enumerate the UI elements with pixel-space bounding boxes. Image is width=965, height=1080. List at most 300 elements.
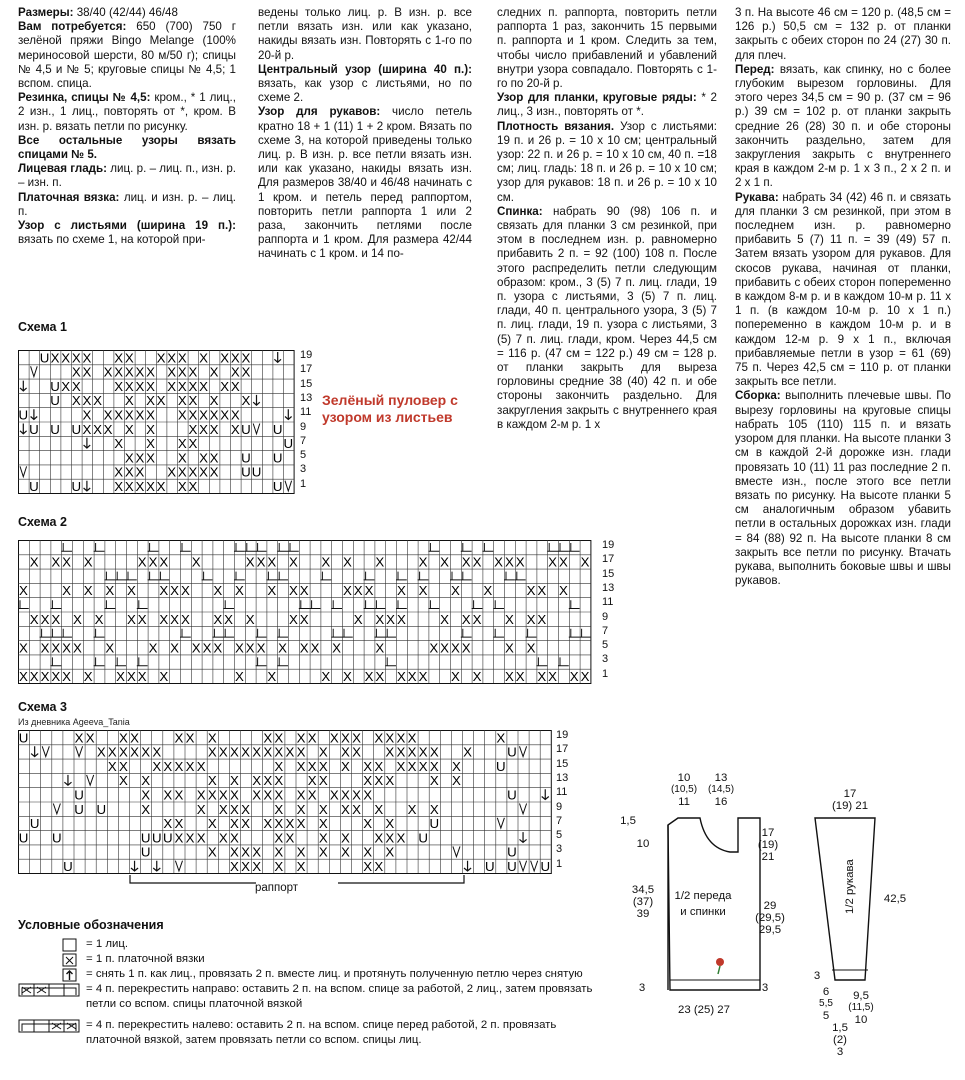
- chart-cell-symbol: X: [103, 407, 113, 423]
- chart-cell-symbol: X: [526, 611, 536, 627]
- chart-cell-symbol: X: [209, 421, 219, 437]
- row-number: 11: [602, 596, 614, 609]
- chart-cell-symbol: X: [461, 554, 471, 570]
- row-number: 7: [556, 814, 563, 827]
- chart-cell-symbol: X: [94, 611, 104, 627]
- paragraph-heading: Вам потребуется:: [18, 20, 127, 34]
- chart-cell-symbol: X: [152, 758, 162, 774]
- pattern-title: Зелёный пуловер с узором из листьев: [322, 392, 458, 425]
- paragraph: [497, 205, 717, 432]
- chart-cell-symbol: X: [167, 464, 177, 480]
- chart-cell-symbol: U: [140, 830, 151, 846]
- text-column-2: [258, 6, 472, 262]
- chart-cell-symbol: X: [407, 801, 417, 817]
- chart-cell-symbol: X: [342, 669, 352, 684]
- chart-cell-symbol: U: [96, 801, 107, 817]
- chart-cell-symbol: X: [124, 393, 134, 409]
- chart-cell-symbol: X: [116, 669, 126, 684]
- paragraph: [18, 6, 236, 20]
- chart-cell-symbol: X: [82, 364, 92, 380]
- chart-cell-symbol: X: [274, 744, 284, 760]
- paragraph-text: лиц. р. – лиц. п., изн. р. – изн. п.: [18, 162, 236, 190]
- chart-cell-symbol: X: [558, 554, 568, 570]
- paragraph: [18, 191, 236, 219]
- chart-cell-symbol: U: [50, 378, 60, 394]
- chart-cell-symbol: X: [374, 830, 384, 846]
- chart-cell-symbol: X: [82, 393, 92, 409]
- chart-cell-symbol: X: [274, 758, 284, 774]
- chart-cell-symbol: X: [515, 554, 525, 570]
- paragraph-text: ведены только лиц. р. В изн. р. все петли вязать изн. или как указано, накиды вязать изн. Повторять с 1-го по 20-й р.: [258, 6, 472, 62]
- chart-cell-symbol: X: [163, 787, 173, 803]
- chart-cell-symbol: X: [440, 554, 450, 570]
- chart-cell-symbol: X: [167, 364, 177, 380]
- chart-cell-symbol: X: [156, 350, 166, 366]
- chart-cell-symbol: X: [50, 350, 60, 366]
- chart-cell-symbol: X: [177, 436, 187, 452]
- row-number: 5: [300, 449, 307, 462]
- chart-cell-symbol: X: [329, 787, 339, 803]
- chart-cell-symbol: X: [124, 464, 134, 480]
- chart-cell-symbol: X: [241, 816, 250, 832]
- chart-cell-symbol: X: [396, 669, 406, 684]
- paragraph-heading: Плотность вязания.: [497, 119, 615, 133]
- chart-cell-symbol: X: [114, 364, 124, 380]
- chart-cell-symbol: X: [137, 554, 147, 570]
- row-number: 13: [300, 391, 313, 404]
- chart-cell-symbol: X: [105, 640, 115, 656]
- chart-cell-symbol: X: [103, 421, 113, 437]
- chart-cell-symbol: X: [207, 787, 217, 803]
- chart-cell-symbol: X: [159, 583, 169, 599]
- schema2-chart: [18, 540, 610, 685]
- chart-cell-symbol: X: [342, 583, 352, 599]
- chart-cell-symbol: X: [396, 730, 406, 746]
- chart-cell-symbol: X: [135, 407, 145, 423]
- paragraph-text: * 2 лиц., 3 изн., повторять от *.: [497, 91, 718, 119]
- schema2-label: Схема 2: [18, 515, 67, 529]
- paragraph: [18, 20, 236, 91]
- chart-cell-symbol: U: [241, 421, 251, 437]
- row-number: 3: [556, 843, 563, 856]
- chart-cell-symbol: X: [332, 640, 342, 656]
- paragraph-heading: Спинка:: [497, 204, 543, 218]
- chart-cell-symbol: X: [180, 611, 190, 627]
- chart-cell-symbol: X: [83, 669, 93, 684]
- chart-cell-symbol: X: [230, 350, 240, 366]
- chart-cell-symbol: X: [296, 730, 306, 746]
- chart-cell-symbol: U: [251, 464, 262, 480]
- chart-cell-symbol: X: [196, 801, 206, 817]
- paragraph-text: 650 (700) 750 г зелёной пряжи Bingo Melange (100% мериносовой шерсти, 80 м/50 г); спицы № 4,5 и № 5; круговые спицы № 4,5; 1 вспом. спица.: [18, 20, 236, 91]
- chart-cell-symbol: X: [341, 758, 350, 774]
- chart-cell-symbol: X: [126, 583, 136, 599]
- chart-cell-symbol: X: [285, 816, 295, 832]
- chart-cell-symbol: X: [263, 730, 273, 746]
- chart-cell-symbol: X: [548, 669, 558, 684]
- paragraph-text: следних п. раппорта, повторить петли раппорта 1 раз, закончить 15 первыми п. раппорта и 1 кром. Следить за тем, чтобы число прибавлений и убавлений внутри узора совпадало. Повторять с 1-го по 20-й р.: [497, 6, 717, 91]
- chart-cell-symbol: X: [363, 844, 373, 860]
- legend-item: = 4 п. перекрестить направо: оставить 2 п. на вспом. спице за работой, 2 лиц., затем провязать петли со вспом. спицы платочной вязкой: [18, 982, 608, 1012]
- chart-cell-symbol: X: [407, 744, 417, 760]
- chart-cell-symbol: X: [318, 801, 328, 817]
- chart-cell-symbol: X: [114, 350, 124, 366]
- chart-cell-symbol: X: [318, 744, 328, 760]
- chart-cell-symbol: U: [50, 421, 60, 437]
- chart-cell-symbol: X: [93, 421, 102, 437]
- chart-cell-symbol: X: [62, 583, 72, 599]
- chart-cell-symbol: X: [191, 640, 201, 656]
- chart-cell-symbol: X: [386, 611, 396, 627]
- chart-cell-symbol: X: [452, 758, 461, 774]
- paragraph: [497, 6, 717, 91]
- chart-cell-symbol: X: [167, 378, 177, 394]
- chart-cell-symbol: X: [241, 393, 251, 409]
- chart-cell-symbol: X: [407, 669, 417, 684]
- chart-cell-symbol: X: [199, 421, 208, 437]
- chart-cell-symbol: X: [299, 583, 309, 599]
- chart-cell-symbol: X: [288, 554, 298, 570]
- chart-cell-symbol: U: [71, 421, 82, 437]
- chart-cell-symbol: X: [159, 611, 169, 627]
- paragraph-text: вязать, как узор с листьями, но по схеме 2.: [258, 77, 472, 105]
- chart-cell-symbol: X: [494, 554, 504, 570]
- chart-cell-symbol: X: [374, 801, 384, 817]
- chart-cell-symbol: X: [137, 669, 147, 684]
- paragraph: [497, 120, 717, 205]
- chart-cell-symbol: X: [202, 640, 212, 656]
- chart-cell-symbol: X: [234, 583, 244, 599]
- chart-cell-symbol: X: [220, 350, 230, 366]
- chart-cell-symbol: X: [341, 844, 350, 860]
- chart-cell-symbol: X: [152, 744, 162, 760]
- chart-cell-symbol: X: [177, 464, 187, 480]
- chart-cell-symbol: U: [52, 830, 62, 846]
- chart-cell-symbol: X: [135, 364, 145, 380]
- rapport-label: раппорт: [255, 882, 299, 894]
- row-number: 15: [602, 567, 615, 580]
- chart-cell-symbol: X: [318, 758, 328, 774]
- paragraph-heading: Узор для рукавов:: [258, 105, 381, 119]
- chart-cell-symbol: X: [363, 816, 373, 832]
- chart-cell-symbol: X: [429, 744, 439, 760]
- paragraph-text: 38/40 (42/44) 46/48: [73, 6, 178, 19]
- chart-cell-symbol: X: [429, 640, 439, 656]
- chart-cell-symbol: X: [148, 640, 158, 656]
- chart-cell-symbol: X: [241, 859, 250, 874]
- chart-cell-symbol: X: [418, 744, 428, 760]
- paragraph: [258, 105, 472, 261]
- chart-cell-symbol: X: [218, 801, 228, 817]
- decrease-symbol-icon: [62, 968, 78, 982]
- chart-cell-symbol: X: [452, 773, 461, 789]
- chart-cell-symbol: X: [429, 758, 439, 774]
- chart-cell-symbol: X: [230, 830, 239, 846]
- rose-icon: [716, 958, 724, 966]
- dim-neck-front: 1,5: [620, 815, 636, 827]
- row-number: 9: [300, 420, 307, 433]
- chart-cell-symbol: X: [252, 744, 262, 760]
- chart-cell-symbol: X: [177, 350, 187, 366]
- chart-cell-symbol: X: [374, 773, 384, 789]
- chart-cell-symbol: X: [418, 669, 428, 684]
- chart-cell-symbol: X: [72, 611, 82, 627]
- paragraph-text: набрать 34 (42) 46 п. и связать для планки 3 см резинкой, при этом в последнем изн. р. равномерно прибавить 5 (7) 11 п. = 39 (49) 57 п. Затем вязать узором для рукавов. Для скосов рукава, начиная от планки, прибавить с обеих сторон попеременно в каждом 8-м р. и в каждом 10-м р. 11 х 1 п. (в каждом 10-м р. 10 х 1 п.) попеременно в каждом 10-м р. и в каждом 12-м р. 9 х 1 п., включая прибавляемые петли в узор = 61 (69) 75 п. Через 42,5 см = 110 р. от планки закрыть все петли.: [735, 190, 951, 389]
- chart-cell-symbol: X: [483, 583, 493, 599]
- dim-band-right: 3: [761, 982, 769, 994]
- chart-cell-symbol: X: [274, 859, 284, 874]
- chart-cell-symbol: X: [207, 730, 217, 746]
- chart-cell-symbol: X: [396, 583, 406, 599]
- chart-cell-symbol: U: [429, 816, 440, 832]
- chart-cell-symbol: X: [130, 744, 139, 760]
- dim-sleeve-b1: 6 5,5 5: [819, 986, 833, 1022]
- chart-cell-symbol: X: [526, 583, 536, 599]
- chart-cell-symbol: X: [126, 669, 136, 684]
- chart-cell-symbol: X: [463, 744, 472, 760]
- chart-cell-symbol: X: [341, 801, 350, 817]
- chart-cell-symbol: U: [507, 859, 517, 874]
- chart-cell-symbol: U: [63, 859, 73, 874]
- dim-body-width: 23 (25) 27: [678, 1004, 730, 1016]
- chart-cell-symbol: X: [124, 479, 134, 494]
- chart-cell-symbol: X: [51, 611, 61, 627]
- chart-cell-symbol: X: [341, 730, 350, 746]
- chart-cell-symbol: X: [191, 554, 201, 570]
- chart-cell-symbol: X: [196, 758, 206, 774]
- chart-cell-symbol: X: [185, 830, 195, 846]
- chart-cell-symbol: X: [170, 611, 180, 627]
- chart-cell-symbol: U: [71, 479, 82, 494]
- chart-cell-symbol: X: [74, 730, 84, 746]
- row-number: 19: [602, 539, 615, 551]
- chart-cell-symbol: U: [29, 816, 40, 832]
- chart-cell-symbol: X: [263, 773, 273, 789]
- chart-cell-symbol: X: [504, 554, 514, 570]
- chart-cell-symbol: X: [263, 816, 273, 832]
- chart-cell-symbol: U: [140, 844, 151, 860]
- paragraph: [735, 191, 951, 390]
- dim-body-length: 34,5 (37) 39: [631, 884, 655, 920]
- chart-cell-symbol: X: [241, 364, 251, 380]
- chart-cell-symbol: X: [374, 730, 384, 746]
- paragraph-text: выполнить плечевые швы. По вырезу горловины на круговые спицы набрать 105 (110) 115 п. и вязать узором для планки. На высоте планки 3 см в каждой 2-й дорожке изн. глади провязать 10 (11) 11 раз последние 2 п. вместе изн., после этого все петли вязать по рисунку. На высоте планки 5 см аналогичным образом убавить петли в остальных дорожках изн. глади = 84 (88) 92 п. На высоте планки 8 см закрыть все петли по рисунку. Втачать рукава, выполнить боковые швы и швы рукавов.: [735, 389, 951, 588]
- dim-armhole: 17 (19) 21: [757, 827, 779, 863]
- chart-cell-symbol: X: [230, 844, 239, 860]
- chart-cell-symbol: X: [199, 450, 208, 466]
- row-number: 5: [556, 829, 563, 842]
- chart-cell-symbol: X: [29, 669, 39, 684]
- chart-cell-symbol: X: [62, 554, 72, 570]
- chart-cell-symbol: X: [230, 407, 240, 423]
- chart-cell-symbol: X: [318, 844, 328, 860]
- paragraph: [258, 63, 472, 106]
- chart-cell-symbol: X: [207, 844, 217, 860]
- chart-cell-symbol: X: [230, 744, 239, 760]
- chart-cell-symbol: X: [177, 364, 187, 380]
- chart-cell-symbol: U: [50, 393, 60, 409]
- row-number: 3: [602, 653, 609, 666]
- chart-cell-symbol: X: [177, 393, 187, 409]
- chart-cell-symbol: X: [213, 583, 223, 599]
- chart-cell-symbol: X: [569, 669, 579, 684]
- chart-cell-symbol: X: [71, 364, 81, 380]
- paragraph-heading: Все остальные узоры вязать спицами № 5.: [18, 133, 236, 162]
- chart-cell-symbol: X: [307, 773, 317, 789]
- chart-cell-symbol: X: [548, 554, 558, 570]
- chart-cell-symbol: X: [170, 583, 180, 599]
- chart-cell-symbol: X: [188, 364, 198, 380]
- chart-cell-symbol: U: [163, 830, 173, 846]
- chart-cell-symbol: X: [40, 640, 50, 656]
- chart-cell-symbol: X: [124, 407, 134, 423]
- chart-cell-symbol: X: [321, 669, 331, 684]
- chart-cell-symbol: X: [429, 773, 439, 789]
- chart-cell-symbol: X: [342, 554, 352, 570]
- legend-item: = 4 п. перекрестить налево: оставить 2 п. на вспом. спице перед работой, 2 п. провязать платочной вязкой, затем провязать петли со вспом. спицы лиц.: [18, 1018, 608, 1048]
- chart-cell-symbol: X: [62, 669, 72, 684]
- chart-cell-symbol: X: [341, 744, 350, 760]
- chart-cell-symbol: X: [82, 350, 92, 366]
- paragraph-text: кром., * 1 лиц., 2 изн., 1 лиц., повторять от *, кром. В изн. р. вязать петли по рисунку.: [18, 91, 236, 133]
- chart-cell-symbol: X: [429, 801, 439, 817]
- legend-item: = 1 лиц.: [18, 937, 608, 952]
- chart-cell-symbol: X: [396, 830, 406, 846]
- chart-cell-symbol: U: [272, 421, 283, 437]
- chart-cell-symbol: X: [375, 669, 385, 684]
- chart-cell-symbol: X: [107, 744, 117, 760]
- row-number: 1: [300, 477, 307, 490]
- paragraph-text: Узор с листьями: 19 п. и 26 р. = 10 х 10 см; центральный узор: 22 п. и 26 р. = 10 х 10 см, 40 п. =18 см; лиц. гладь: 18 п. и 26 р. = 10 х 10 см; узор для рукавов: 18 п. и 26 р. = 10 х 10 см.: [497, 119, 717, 204]
- chart-cell-symbol: X: [83, 554, 93, 570]
- chart-cell-symbol: X: [288, 583, 298, 599]
- chart-cell-symbol: X: [146, 450, 155, 466]
- chart-cell-symbol: X: [310, 640, 320, 656]
- schema1-label: Схема 1: [18, 320, 67, 334]
- chart-cell-symbol: X: [159, 669, 169, 684]
- chart-cell-symbol: X: [230, 787, 239, 803]
- text-column-1: [18, 6, 236, 247]
- paragraph-heading: Рукава:: [735, 190, 779, 204]
- chart-cell-symbol: X: [450, 669, 460, 684]
- chart-cell-symbol: X: [234, 640, 244, 656]
- dim-sleeve-length: 42,5: [883, 893, 907, 905]
- chart-cell-symbol: X: [241, 744, 250, 760]
- paragraph-text: вязать, как спинку, но с более глубоким вырезом горловины. Для этого через 34,5 см = 90 р. (37 см = 96 р.) 39 см = 102 р. от планки закрыть средние 26 (28) 30 п. и обе стороны закончить раздельно, затем для закругления закрыть с внутреннего края в каждом 2-м р. 1 х 3 п., 2 х 2 п. и 2 х 1 п.: [735, 62, 951, 190]
- chart-cell-symbol: X: [199, 407, 208, 423]
- chart-cell-symbol: X: [385, 773, 395, 789]
- chart-cell-symbol: X: [472, 669, 482, 684]
- chart-cell-symbol: X: [363, 787, 373, 803]
- chart-cell-symbol: X: [296, 787, 306, 803]
- chart-cell-symbol: X: [274, 787, 284, 803]
- text-column-4: [735, 6, 951, 588]
- chart-cell-symbol: X: [321, 554, 331, 570]
- row-number: 15: [300, 377, 313, 390]
- chart-cell-symbol: X: [375, 611, 385, 627]
- chart-cell-symbol: X: [146, 436, 155, 452]
- paragraph-heading: Сборка:: [735, 389, 781, 403]
- chart-cell-symbol: X: [177, 450, 187, 466]
- chart-cell-symbol: X: [375, 640, 385, 656]
- chart-cell-symbol: X: [230, 378, 240, 394]
- chart-cell-symbol: X: [252, 859, 262, 874]
- chart-cell-symbol: X: [285, 830, 295, 846]
- chart-cell-symbol: X: [18, 640, 28, 656]
- paragraph-heading: Центральный узор (ширина 40 п.):: [258, 62, 472, 76]
- chart-cell-symbol: X: [188, 421, 198, 437]
- chart-cell-symbol: X: [252, 787, 262, 803]
- chart-cell-symbol: X: [96, 744, 106, 760]
- diary-watermark: Из дневника Ageeva_Tania: [18, 717, 130, 727]
- chart-cell-symbol: X: [71, 350, 81, 366]
- chart-cell-symbol: X: [141, 744, 151, 760]
- chart-cell-symbol: X: [363, 859, 373, 874]
- chart-cell-symbol: X: [163, 758, 173, 774]
- row-number: 1: [556, 857, 563, 870]
- chart-cell-symbol: U: [74, 787, 84, 803]
- chart-cell-symbol: X: [241, 844, 250, 860]
- chart-cell-symbol: U: [418, 830, 428, 846]
- row-number: 13: [556, 771, 569, 784]
- paragraph-heading: Узор с листьями (ширина 19 п.):: [18, 219, 236, 233]
- body-piece-label: 1/2 переда и спинки: [674, 890, 732, 918]
- chart-cell-symbol: X: [188, 393, 198, 409]
- chart-cell-symbol: X: [51, 554, 61, 570]
- paragraph-heading: Резинка, спицы № 4,5:: [18, 91, 151, 105]
- paragraph: [18, 134, 236, 162]
- chart-cell-symbol: X: [135, 479, 145, 494]
- chart-cell-symbol: X: [267, 583, 277, 599]
- chart-cell-symbol: X: [537, 583, 547, 599]
- paragraph-text: набрать 90 (98) 106 п. и связать для планки 3 см резинкой, при этом в последнем изн. р. равномерно прибавить 2 п. = 92 (100) 108 п. После этого распределить петли следующим образом: кром., 3 (5) 7 п. лиц. глади, 19 п. узора с листьями, 3 (5) 7 п. лиц. глади, 40 п. центрального узора, 3 (5) 7 п. лиц. глади, 19 п. узора с листьями, 3 (5) 7 п. лиц. глади, кром. Через 44,5 см = 116 р. (47 см = 122 р.) 49 см = 128 р. от планки закрыть для выреза горловины средние 38 (40) 42 п. и обе стороны закончить раздельно. Для закругления закрыть с внутреннего края в каждом 2-м р. 1 х: [497, 204, 717, 431]
- text-column-3: [497, 6, 717, 432]
- chart-cell-symbol: X: [146, 407, 155, 423]
- chart-cell-symbol: X: [40, 611, 50, 627]
- chart-cell-symbol: X: [385, 730, 395, 746]
- paragraph-heading: Перед:: [735, 62, 775, 76]
- chart-cell-symbol: X: [124, 378, 134, 394]
- chart-cell-symbol: X: [224, 611, 234, 627]
- chart-cell-symbol: X: [352, 801, 361, 817]
- dim-sleeve-top: 17 (19) 21: [831, 788, 869, 812]
- chart-cell-symbol: X: [146, 421, 155, 437]
- chart-cell-symbol: X: [82, 407, 92, 423]
- chart-cell-symbol: X: [119, 758, 128, 774]
- chart-cell-symbol: X: [537, 611, 547, 627]
- chart-cell-symbol: X: [72, 640, 82, 656]
- paragraph-text: 3 п. На высоте 46 см = 120 р. (48,5 см = 126 р.) 50,5 см = 132 р. от планки закрыть с обеих сторон по 24 (27) 30 п. для плеч.: [735, 6, 951, 62]
- dim-shoulder-left: 10 (10,5) 11: [670, 772, 698, 808]
- row-number: 15: [556, 757, 569, 770]
- chart-cell-symbol: X: [230, 364, 240, 380]
- chart-cell-symbol: X: [504, 611, 514, 627]
- chart-cell-symbol: U: [283, 436, 294, 452]
- chart-cell-symbol: X: [185, 758, 195, 774]
- chart-cell-symbol: X: [296, 801, 306, 817]
- chart-cell-symbol: X: [241, 801, 250, 817]
- chart-cell-symbol: X: [396, 758, 406, 774]
- chart-cell-symbol: X: [407, 730, 417, 746]
- chart-cell-symbol: X: [537, 669, 547, 684]
- chart-cell-symbol: X: [209, 464, 219, 480]
- chart-cell-symbol: X: [209, 450, 219, 466]
- chart-cell-symbol: X: [418, 758, 428, 774]
- chart-cell-symbol: X: [461, 611, 471, 627]
- chart-cell-symbol: X: [119, 744, 128, 760]
- chart-cell-symbol: X: [267, 554, 277, 570]
- chart-cell-symbol: X: [472, 611, 482, 627]
